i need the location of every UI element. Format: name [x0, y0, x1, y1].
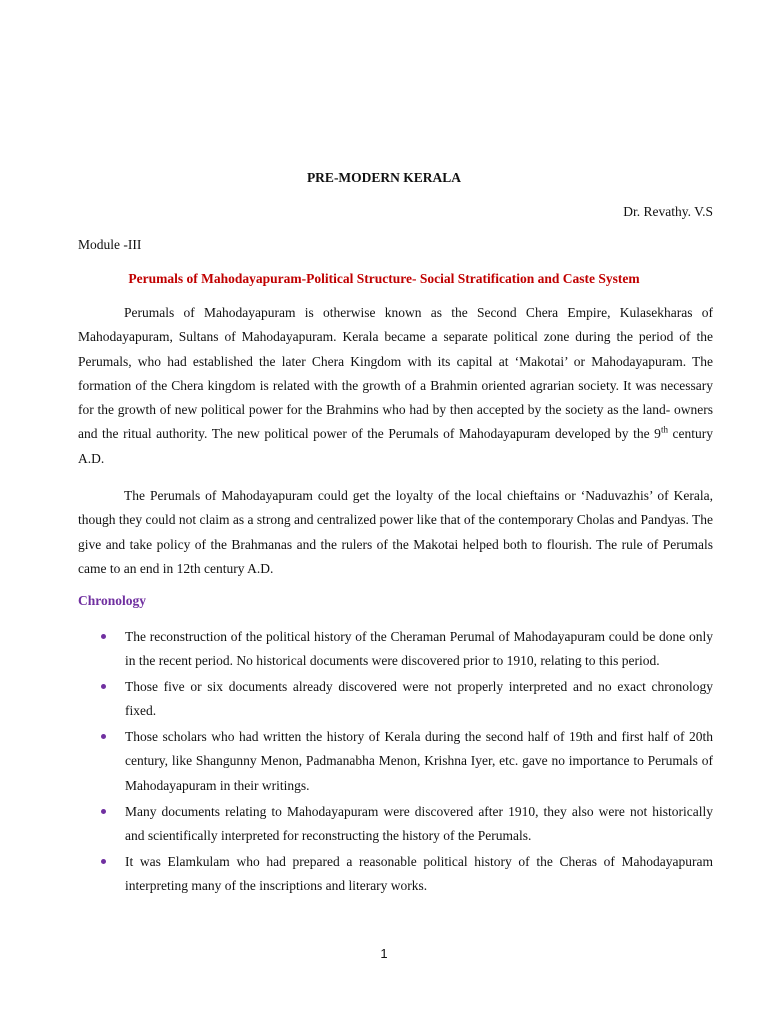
bullet-icon [101, 859, 106, 864]
list-item [78, 850, 713, 899]
ordinal-superscript: th [660, 424, 668, 435]
section-heading-chronology: Chronology [78, 593, 147, 608]
list-item [78, 800, 713, 849]
list-item-text: The reconstruction of the political history of the Cheraman Perumal of Mahodayapuram could be done only in the recent period. No historical documents were discovered prior to 1910, relating to this period. [125, 629, 713, 669]
list-item-text: Those scholars who had written the history of Kerala during the second half of 19th and first half of 20th century, like Shangunny Menon, Padmanabha Menon, Krishna Iyer, etc. gave no importance to Perumals of Mahodayapuram in their writings. [125, 729, 713, 793]
list-item [78, 625, 713, 674]
paragraph-1-text: Perumals of Mahodayapuram is otherwise known as the Second Chera Empire, Kulasekharas of Mahodayapuram, Sultans of Mahodayapuram. Kerala became a separate political zone during the period of the Perumals, who had established the later Chera Kingdom with its capital at ‘Makotai’ or Mahodayapuram. The formation of the Chera kingdom is related with the growth of a Brahmin oriented agrarian society. It was necessary for the growth of new political power for the Brahmins who had by then accepted by the society as the land- owners and the ritual authority. The new political power of the Perumals of Mahodayapuram developed by the 9 [78, 305, 713, 442]
list-item-text: It was Elamkulam who had prepared a reasonable political history of the Cheras of Mahodayapuram interpreting many of the inscriptions and literary works. [125, 853, 713, 893]
chronology-list [78, 625, 713, 900]
page-number: 1 [380, 946, 388, 961]
list-item-text: Many documents relating to Mahodayapuram were discovered after 1910, they also were not historically and scientifically interpreted for reconstructing the history of the Perumals. [125, 803, 713, 843]
bullet-icon [101, 809, 106, 814]
paragraph-1-tail: century A.D. [78, 426, 714, 466]
paragraph-2: The Perumals of Mahodayapuram could get the loyalty of the local chieftains or ‘Naduvazhis’ of Kerala, though they could not claim as a strong and centralized power like that of the contemporary Cholas and Pandyas. The give and take policy of the Brahmanas and the rulers of the Makotai helped both to flourish. The rule of Perumals came to an end in 12th century A.D. [78, 488, 713, 576]
document-title: PRE-MODERN KERALA [306, 170, 462, 185]
list-item [78, 675, 713, 724]
list-item [78, 725, 713, 798]
bullet-icon [101, 634, 106, 639]
paragraph-1 [78, 301, 713, 471]
bullet-icon [101, 684, 106, 689]
bullet-icon [101, 734, 106, 739]
module-label: Module -III [78, 237, 142, 252]
topic-heading: Perumals of Mahodayapuram-Political Structure- Social Stratification and Caste System [128, 271, 640, 286]
author-name: Dr. Revathy. V.S [623, 204, 713, 219]
list-item-text: Those five or six documents already discovered were not properly interpreted and no exact chronology fixed. [125, 679, 713, 719]
